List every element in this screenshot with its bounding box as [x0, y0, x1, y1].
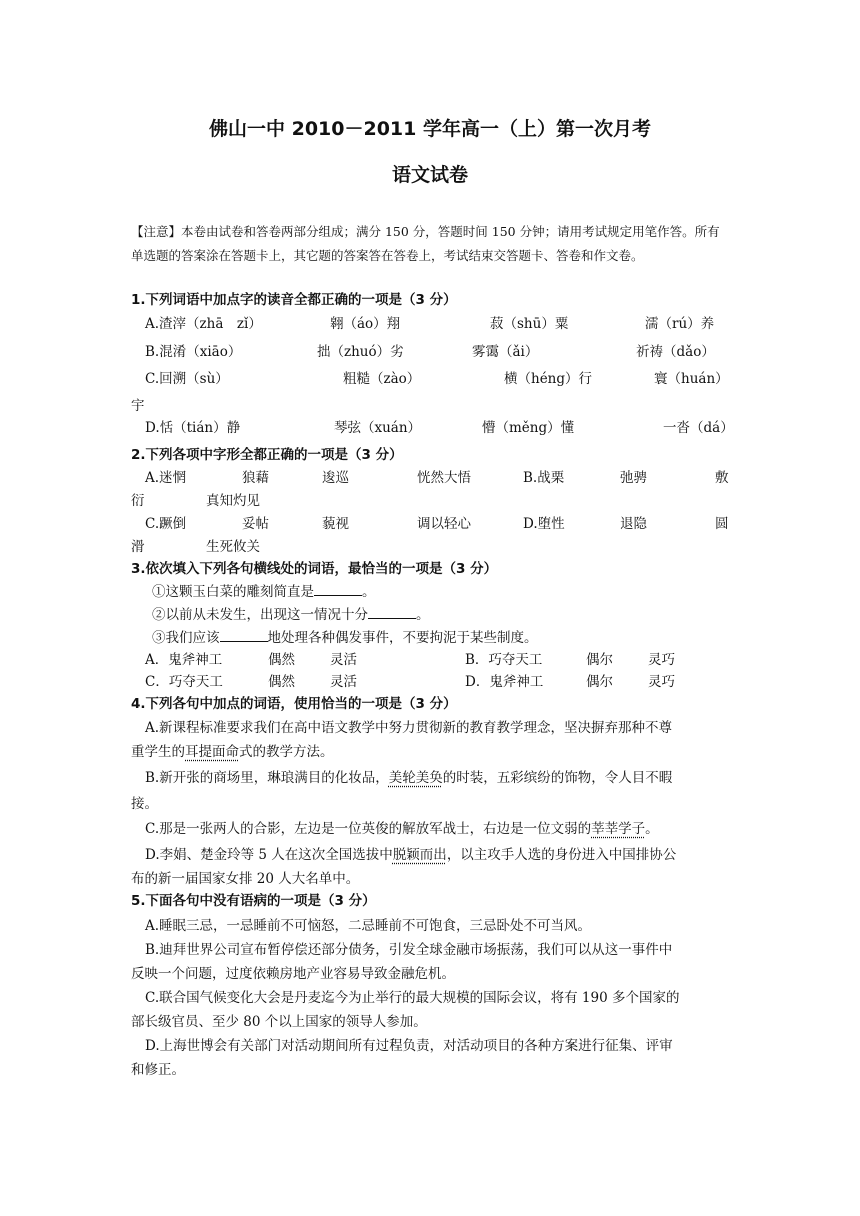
q1-option-a-4: 濡（rú）养 — [645, 316, 715, 332]
q5-option-c-line2: 部长级官员、至少 80 个以上国家的领导人参加。 — [131, 1014, 427, 1030]
q3-option-c-3: 灵活 — [330, 674, 357, 690]
q2-line2-item: 真知灼见 — [206, 493, 260, 509]
q3-option-a-3: 灵活 — [330, 652, 357, 668]
q3-option-a-1: A．鬼斧神工 — [145, 652, 223, 668]
question-2-stem: 2.下列各项中字形全都正确的一项是（3 分） — [131, 447, 403, 463]
q2-option-d-2: 退隐 — [620, 516, 647, 532]
q4-option-b-line1: B.新开张的商场里，琳琅满目的化妆品，美轮美奂的时装，五彩缤纷的饰物，令人目不暇 — [145, 770, 673, 786]
q2-option-a-4: 恍然大悟 — [417, 470, 471, 486]
q4-option-d-line2: 布的新一届国家女排 20 人大名单中。 — [131, 871, 360, 887]
q5-option-b-line2: 反映一个问题，过度依赖房地产业容易导致金融危机。 — [131, 966, 455, 982]
q3-option-b-1: B．巧夺天工 — [465, 652, 543, 668]
q3-option-d-2: 偶尔 — [586, 674, 613, 690]
q1-option-b-2: 拙（zhuó）劣 — [317, 344, 404, 360]
q2-line4-item: 生死攸关 — [206, 539, 260, 555]
q5-option-b-line1: B.迪拜世界公司宣布暂停偿还部分债务，引发全球金融市场振荡，我们可以从这一事件中 — [145, 942, 673, 958]
q4-option-d-line1: D.李娟、楚金玲等 5 人在这次全国选拔中脱颖而出，以主攻手人选的身份进入中国排协公 — [145, 847, 677, 863]
q2-option-a-2: 狼藉 — [242, 470, 269, 486]
q1-option-d-3: 懵（měng）懂 — [482, 420, 575, 436]
q2-line4-wrap: 滑 — [131, 539, 145, 555]
q1-option-c-wrap: 宇 — [131, 398, 145, 414]
q1-option-c-1: C.回溯（sù） — [145, 371, 229, 387]
q5-option-c-line1: C.联合国气候变化大会是丹麦迄今为止举行的最大规模的国际会议，将有 190 多个国家的 — [145, 990, 680, 1006]
q2-option-c-2: 妥帖 — [242, 516, 269, 532]
q1-option-b-3: 雾霭（ǎi） — [472, 344, 539, 360]
q4-option-a-line1: A.新课程标准要求我们在高中语文教学中努力贯彻新的教育教学理念，坚决摒弃那种不尊 — [145, 720, 673, 736]
q2-line2-wrap: 衍 — [131, 493, 145, 509]
question-4-stem: 4.下列各句中加点的词语，使用恰当的一项是（3 分） — [131, 696, 457, 712]
q3-option-c-2: 偶然 — [268, 674, 295, 690]
question-1-stem: 1.下列词语中加点字的读音全都正确的一项是（3 分） — [131, 292, 457, 308]
q4-a-dotted-word: 耳提面命 — [185, 744, 239, 760]
q4-option-b-line2: 接。 — [131, 796, 158, 812]
q3-sentence-3: ③我们应该 地处理各种偶发事件，不要拘泥于某些制度。 — [152, 630, 538, 646]
question-3-stem: 3.依次填入下列各句横线处的词语，最恰当的一项是（3 分） — [131, 561, 498, 577]
q3-option-c-1: C．巧夺天工 — [145, 674, 223, 690]
q1-option-b-4: 祈祷（dǎo） — [636, 344, 715, 360]
q1-option-c-2: 粗糙（zào） — [343, 371, 421, 387]
q3-option-b-3: 灵巧 — [648, 652, 675, 668]
q3-option-d-1: D．鬼斧神工 — [465, 674, 544, 690]
q1-option-c-4: 寰（huán） — [654, 371, 729, 387]
q1-option-a-3: 菽（shū）粟 — [490, 316, 569, 332]
q1-option-b-1: B.混淆（xiāo） — [145, 344, 242, 360]
q2-option-a-1: A.迷惘 — [145, 470, 187, 486]
q1-option-d-1: D.恬（tián）静 — [145, 420, 241, 436]
q2-option-c-4: 调以轻心 — [417, 516, 471, 532]
question-5-stem: 5.下面各句中没有语病的一项是（3 分） — [131, 893, 376, 909]
q4-d-dotted-word: 脱颖而出 — [392, 847, 447, 863]
exam-notice: 【注意】本卷由试卷和答卷两部分组成；满分 150 分，答题时间 150 分钟；请用考试规定用笔作答。所有单选题的答案涂在答题卡上，其它题的答案答在答卷上，考试结束交答题卡、答卷和作文卷。 — [131, 224, 720, 263]
q1-option-a-2: 翱（áo）翔 — [330, 316, 401, 332]
q1-option-d-4: 一沓（dá） — [663, 420, 734, 436]
q4-c-dotted-word: 莘莘学子 — [591, 821, 646, 837]
exam-title: 佛山一中 2010－2011 学年高一（上）第一次月考 — [209, 118, 651, 140]
q2-option-b-1: B.战栗 — [523, 470, 565, 486]
q4-option-c-line1: C.那是一张两人的合影，左边是一位英俊的解放军战士，右边是一位文弱的莘莘学子。 — [145, 821, 659, 837]
q1-option-d-2: 琴弦（xuán） — [334, 420, 422, 436]
q2-option-a-3: 逡巡 — [322, 470, 349, 486]
q3-sentence-1: ①这颗玉白菜的雕刻简直是 。 — [152, 584, 376, 600]
q2-option-d-1: D.堕性 — [523, 516, 565, 532]
q2-option-b-3: 敷 — [715, 470, 729, 486]
q4-b-dotted-word: 美轮美奂 — [388, 770, 443, 786]
q4-option-a-line2: 重学生的耳提面命式的教学方法。 — [131, 744, 334, 760]
q2-option-c-1: C.蹶倒 — [145, 516, 187, 532]
exam-subtitle: 语文试卷 — [391, 164, 468, 186]
q5-option-d-line1: D.上海世博会有关部门对活动期间所有过程负责，对活动项目的各种方案进行征集、评审 — [145, 1038, 673, 1054]
q2-option-b-2: 弛骋 — [620, 470, 647, 486]
q3-option-a-2: 偶然 — [268, 652, 295, 668]
q1-option-c-3: 横（héng）行 — [504, 371, 593, 387]
q3-option-b-2: 偶尔 — [586, 652, 613, 668]
q5-option-a: A.睡眠三忌，一忌睡前不可恼怒，二忌睡前不可饱食，三忌卧处不可当风。 — [145, 918, 592, 934]
q1-option-a-1: A.渣滓（zhā zǐ） — [145, 316, 262, 332]
q5-option-d-line2: 和修正。 — [131, 1062, 185, 1078]
q3-sentence-2: ②以前从未发生，出现这一情况十分 。 — [152, 607, 430, 623]
q2-option-c-3: 藐视 — [322, 516, 349, 532]
q3-option-d-3: 灵巧 — [648, 674, 675, 690]
q2-option-d-3: 圆 — [715, 516, 729, 532]
